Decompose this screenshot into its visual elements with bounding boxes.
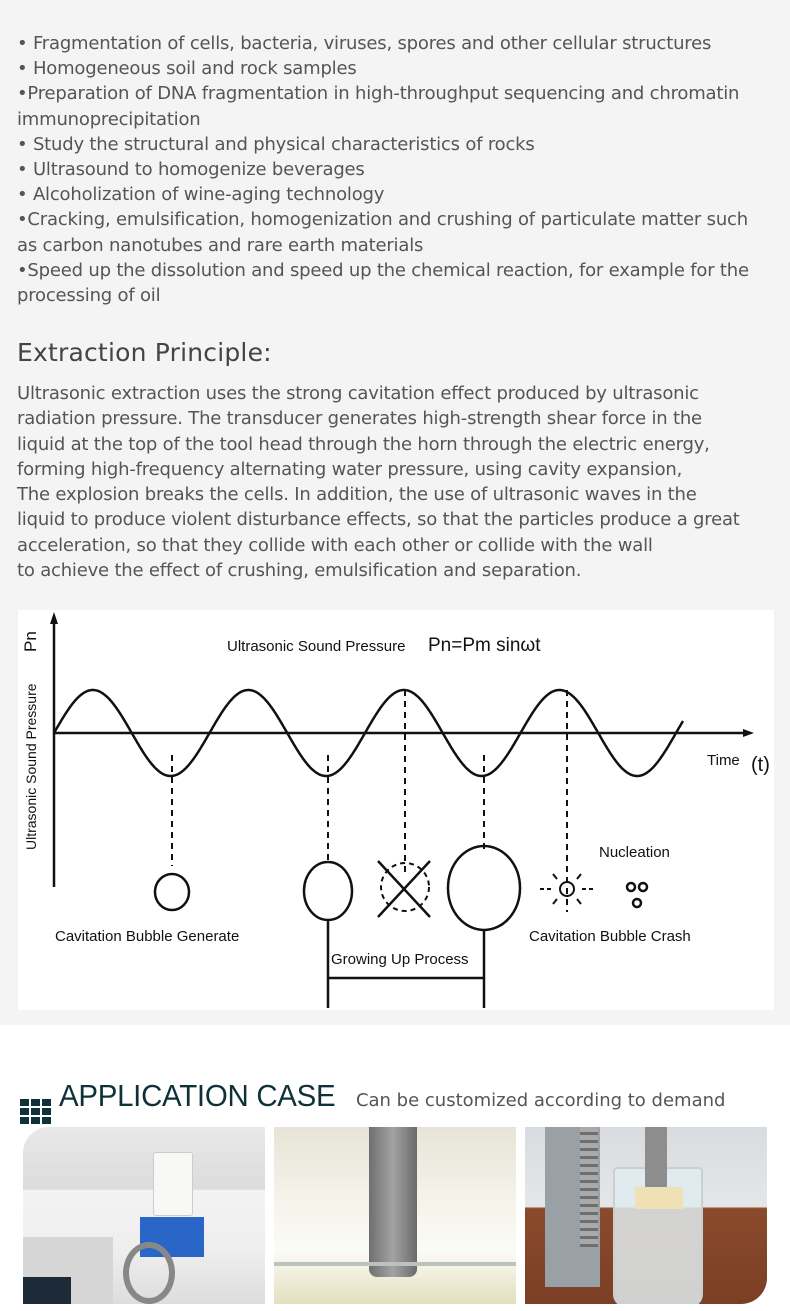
list-item: • Study the structural and physical characteristics of rocks (17, 133, 535, 155)
y-axis-label: Ultrasonic Sound Pressure (23, 683, 39, 850)
small-bubble (155, 874, 189, 910)
list-item: •Preparation of DNA fragmentation in high-throughput sequencing and chromatin immunoprecipitation (17, 83, 740, 130)
medium-bubble (304, 862, 352, 920)
list-item: • Ultrasound to homogenize beverages (17, 159, 365, 181)
large-bubble (448, 846, 520, 930)
list-item: • Homogeneous soil and rock samples (17, 58, 357, 80)
y-axis-arrow (50, 612, 58, 624)
photo-lab-setup (23, 1127, 265, 1304)
x-axis-label: Time (707, 752, 740, 769)
application-case-title: APPLICATION CASE (59, 1078, 336, 1113)
section-heading: Extraction Principle: (17, 338, 272, 367)
label-nucleation: Nucleation (599, 844, 670, 861)
list-item: • Fragmentation of cells, bacteria, viruses, spores and other cellular structures (17, 33, 712, 54)
list-item: • Alcoholization of wine-aging technology (17, 184, 385, 206)
y-axis-symbol: Pn (21, 631, 40, 652)
photo-probe-in-beaker (274, 1127, 516, 1304)
label-growing: Growing Up Process (331, 951, 469, 968)
x-axis-arrow (743, 729, 754, 737)
principle-paragraph: Ultrasonic extraction uses the strong cavitation effect produced by ultrasonic radiation pressure. The transducer generates high-strength shear force in the liquid at the top of the tool head through the horn through the electric energy, forming high-frequency alternating water pressure, using cavity expansion, The explosion breaks the cells. In addition, the use of ultrasonic waves in the liquid to produce violent disturbance effects, so that the particles produce a great acceleration, so that they collide with each other or collide with the wall to achieve the effect of crushing, emulsification and separation. (17, 383, 740, 582)
grid-icon (20, 1099, 51, 1124)
list-item: •Speed up the dissolution and speed up the chemical reaction, for example for the processing of oil (17, 259, 749, 307)
label-generate: Cavitation Bubble Generate (55, 928, 240, 945)
list-item: •Cracking, emulsification, homogenization and crushing of particulate matter such as carbon nanotubes and rare earth materials (17, 209, 748, 256)
formula: Pn=Pm sinωt (428, 635, 541, 656)
cavitation-diagram (18, 610, 774, 1010)
x-axis-symbol: (t) (751, 754, 770, 776)
nucleation-bubbles (627, 883, 647, 907)
application-case-subtitle: Can be customized according to demand (355, 1090, 726, 1111)
diagram-title: Ultrasonic Sound Pressure (227, 638, 406, 655)
application-case-section (0, 1025, 790, 1311)
label-crash: Cavitation Bubble Crash (529, 928, 691, 945)
photo-probe-with-sample (525, 1127, 767, 1304)
